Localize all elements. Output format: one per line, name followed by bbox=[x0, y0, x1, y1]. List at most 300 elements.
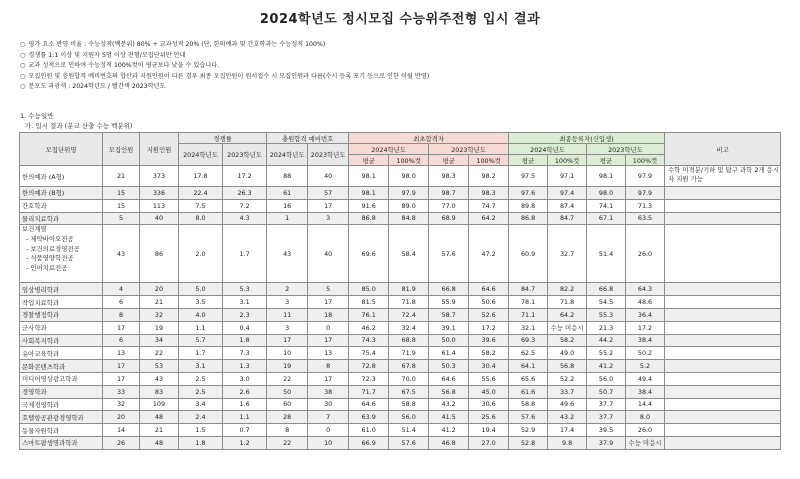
value-cell: 37.9 bbox=[587, 436, 626, 449]
value-cell: 43.2 bbox=[548, 411, 587, 424]
value-cell: 21 bbox=[139, 424, 178, 437]
value-cell: 64.6 bbox=[349, 398, 389, 411]
value-cell: 49.4 bbox=[626, 372, 665, 385]
value-cell: 63.5 bbox=[626, 212, 665, 225]
value-cell: 39.6 bbox=[469, 334, 509, 347]
remark-cell bbox=[664, 436, 780, 449]
value-cell: 32.7 bbox=[548, 225, 587, 283]
value-cell: 61 bbox=[267, 187, 308, 200]
table-row bbox=[20, 187, 781, 200]
table-row bbox=[20, 321, 781, 334]
col-header-waitlist: 충원합격 예비번호 bbox=[267, 133, 349, 144]
remark-cell bbox=[664, 308, 780, 321]
value-cell: 2.5 bbox=[178, 385, 222, 398]
value-cell: 17 bbox=[308, 334, 349, 347]
value-cell: 17.4 bbox=[548, 424, 587, 437]
value-cell: 67.5 bbox=[389, 385, 429, 398]
value-cell: 55.2 bbox=[587, 347, 626, 360]
value-cell: 7.2 bbox=[223, 199, 267, 212]
col-header-avg: 평균 bbox=[587, 155, 626, 166]
value-cell: 40 bbox=[308, 225, 349, 283]
value-cell: 56.8 bbox=[429, 385, 469, 398]
value-cell: 2 bbox=[267, 283, 308, 296]
unit-name-cell: 동물자원학과 bbox=[20, 424, 103, 437]
value-cell: 11 bbox=[267, 308, 308, 321]
value-cell: 6 bbox=[103, 296, 140, 309]
remark-cell bbox=[664, 187, 780, 200]
value-cell: 30.6 bbox=[469, 398, 509, 411]
value-cell: 97.9 bbox=[626, 166, 665, 187]
value-cell: 55.9 bbox=[429, 296, 469, 309]
value-cell: 3 bbox=[267, 321, 308, 334]
value-cell: 8.0 bbox=[178, 212, 222, 225]
remark-cell bbox=[664, 199, 780, 212]
col-header-cut: 100%컷 bbox=[469, 155, 509, 166]
value-cell: 19.4 bbox=[469, 424, 509, 437]
value-cell: 17 bbox=[267, 334, 308, 347]
value-cell: 0.4 bbox=[223, 321, 267, 334]
value-cell: 13 bbox=[308, 347, 349, 360]
value-cell: 7 bbox=[308, 411, 349, 424]
table-row bbox=[20, 411, 781, 424]
value-cell: 18 bbox=[308, 308, 349, 321]
sub-major: - 제약바이오전공 bbox=[26, 234, 74, 243]
value-cell: 87.4 bbox=[548, 199, 587, 212]
value-cell: 1.8 bbox=[223, 334, 267, 347]
value-cell: 3.4 bbox=[178, 398, 222, 411]
value-cell: 30 bbox=[308, 398, 349, 411]
col-header-avg: 평균 bbox=[349, 155, 389, 166]
value-cell: 60.9 bbox=[509, 225, 548, 283]
value-cell: 50 bbox=[267, 385, 308, 398]
value-cell: 68.9 bbox=[429, 212, 469, 225]
sub-major: - 언어치료전공 bbox=[26, 263, 68, 272]
remark-cell bbox=[664, 296, 780, 309]
subsection-heading: 가. 입시 결과 (분교 산출 수능 백분위) bbox=[25, 122, 133, 130]
value-cell: 47.2 bbox=[469, 225, 509, 283]
value-cell: 89.8 bbox=[509, 199, 548, 212]
value-cell: 38.4 bbox=[626, 385, 665, 398]
value-cell: 14.4 bbox=[626, 398, 665, 411]
value-cell: 98.2 bbox=[469, 166, 509, 187]
col-header-year: 2023학년도 bbox=[429, 144, 509, 155]
value-cell: 54.5 bbox=[587, 296, 626, 309]
value-cell: 52.8 bbox=[509, 436, 548, 449]
value-cell: 4.0 bbox=[178, 308, 222, 321]
col-header-cut: 100%컷 bbox=[548, 155, 587, 166]
value-cell: 56.0 bbox=[587, 372, 626, 385]
value-cell: 3.5 bbox=[178, 296, 222, 309]
value-cell: 373 bbox=[139, 166, 178, 187]
value-cell: 56.0 bbox=[389, 411, 429, 424]
value-cell: 97.9 bbox=[389, 187, 429, 200]
value-cell: 22 bbox=[267, 372, 308, 385]
value-cell: 61.6 bbox=[509, 385, 548, 398]
unit-name-cell: 스마트팜생명과학과 bbox=[20, 436, 103, 449]
value-cell: 2.5 bbox=[178, 372, 222, 385]
col-header-unit: 모집단위명 bbox=[20, 133, 103, 166]
value-cell: 71.9 bbox=[389, 347, 429, 360]
value-cell: 17.2 bbox=[223, 166, 267, 187]
unit-name-cell: 임상병리학과 bbox=[20, 283, 103, 296]
value-cell: 17 bbox=[308, 199, 349, 212]
value-cell: 5.0 bbox=[178, 283, 222, 296]
value-cell: 55.3 bbox=[587, 308, 626, 321]
value-cell: 65.6 bbox=[509, 372, 548, 385]
value-cell: 1.1 bbox=[223, 411, 267, 424]
value-cell: 43 bbox=[103, 225, 140, 283]
value-cell: 50.7 bbox=[587, 385, 626, 398]
value-cell: 52.9 bbox=[509, 424, 548, 437]
value-cell: 5.2 bbox=[626, 360, 665, 373]
table-row bbox=[20, 347, 781, 360]
value-cell: 66.9 bbox=[349, 436, 389, 449]
value-cell: 15 bbox=[103, 199, 140, 212]
value-cell: 48.6 bbox=[626, 296, 665, 309]
value-cell: 336 bbox=[139, 187, 178, 200]
col-header-year: 2024학년도 bbox=[178, 144, 222, 166]
value-cell: 72.3 bbox=[349, 372, 389, 385]
table-row bbox=[20, 372, 781, 385]
value-cell: 10 bbox=[308, 436, 349, 449]
value-cell: 57 bbox=[308, 187, 349, 200]
table-row bbox=[20, 360, 781, 373]
value-cell: 40 bbox=[139, 212, 178, 225]
value-cell: 3 bbox=[308, 212, 349, 225]
value-cell: 50.0 bbox=[429, 334, 469, 347]
value-cell: 2.3 bbox=[223, 308, 267, 321]
value-cell: 20 bbox=[103, 411, 140, 424]
value-cell: 0.7 bbox=[223, 424, 267, 437]
remark-cell bbox=[664, 321, 780, 334]
value-cell: 5 bbox=[308, 283, 349, 296]
table-row bbox=[20, 166, 781, 187]
value-cell: 17 bbox=[308, 372, 349, 385]
unit-name-cell: 미디어영상광고학과 bbox=[20, 372, 103, 385]
unit-name-cell: 한의예과 (B형) bbox=[20, 187, 103, 200]
note-item: ○ 모집인원 및 충원합격 예비번호의 합산과 지원인원이 다른 경우 최종 모집인원이 원서접수 시 모집인원과 다름(수시 등록 포기 등으로 인한 이월 반영) bbox=[20, 72, 780, 83]
value-cell: 71.3 bbox=[626, 199, 665, 212]
value-cell: 49.6 bbox=[548, 398, 587, 411]
bullet-icon: ○ bbox=[20, 83, 26, 91]
bullet-icon: ○ bbox=[20, 51, 26, 59]
value-cell: 6 bbox=[103, 334, 140, 347]
value-cell: 27.0 bbox=[469, 436, 509, 449]
value-cell: 8 bbox=[308, 360, 349, 373]
value-cell: 64.3 bbox=[626, 283, 665, 296]
value-cell: 1.7 bbox=[223, 225, 267, 283]
value-cell: 85.0 bbox=[349, 283, 389, 296]
value-cell: 40 bbox=[308, 166, 349, 187]
value-cell: 49.0 bbox=[548, 347, 587, 360]
remark-cell bbox=[664, 347, 780, 360]
value-cell: 89.0 bbox=[389, 199, 429, 212]
value-cell: 22.4 bbox=[178, 187, 222, 200]
unit-name-cell: 국제경영학과 bbox=[20, 398, 103, 411]
value-cell: 98.3 bbox=[429, 166, 469, 187]
table-row bbox=[20, 424, 781, 437]
value-cell: 4 bbox=[103, 283, 140, 296]
value-cell: 58.4 bbox=[389, 225, 429, 283]
value-cell: 21 bbox=[103, 166, 140, 187]
value-cell: 39.5 bbox=[587, 424, 626, 437]
value-cell: 45.0 bbox=[469, 385, 509, 398]
value-cell: 0 bbox=[308, 424, 349, 437]
value-cell: 17 bbox=[308, 296, 349, 309]
value-cell: 수능 미응시 bbox=[626, 436, 665, 449]
value-cell: 78.1 bbox=[509, 296, 548, 309]
value-cell: 72.4 bbox=[389, 308, 429, 321]
col-header-cut: 100%컷 bbox=[389, 155, 429, 166]
value-cell: 97.4 bbox=[548, 187, 587, 200]
value-cell: 19 bbox=[267, 360, 308, 373]
value-cell: 0 bbox=[308, 321, 349, 334]
value-cell: 66.8 bbox=[587, 283, 626, 296]
value-cell: 36.4 bbox=[626, 308, 665, 321]
value-cell: 17.2 bbox=[626, 321, 665, 334]
value-cell: 17.2 bbox=[469, 321, 509, 334]
value-cell: 46.8 bbox=[429, 436, 469, 449]
col-header-capacity: 모집인원 bbox=[103, 133, 140, 166]
col-header-avg: 평균 bbox=[429, 155, 469, 166]
value-cell: 25.6 bbox=[469, 411, 509, 424]
value-cell: 64.6 bbox=[469, 283, 509, 296]
table-row bbox=[20, 308, 781, 321]
remark-cell bbox=[664, 398, 780, 411]
value-cell: 32.1 bbox=[509, 321, 548, 334]
remark-cell: 수학 미적분/기하 및 탐구 과학 2개 응시자 지원 가능 bbox=[664, 166, 780, 187]
value-cell: 61.4 bbox=[429, 347, 469, 360]
value-cell: 3.1 bbox=[178, 360, 222, 373]
bullet-icon: ○ bbox=[20, 62, 26, 70]
value-cell: 17 bbox=[103, 372, 140, 385]
note-item: ○ 경쟁률 1:1 이상 및 지원자 5명 이상 전형/모집단위만 안내 bbox=[20, 51, 780, 62]
value-cell: 63.9 bbox=[349, 411, 389, 424]
table-row bbox=[20, 385, 781, 398]
unit-name-cell: 군사학과 bbox=[20, 321, 103, 334]
value-cell: 81.5 bbox=[349, 296, 389, 309]
value-cell: 86.8 bbox=[509, 212, 548, 225]
value-cell: 98.3 bbox=[469, 187, 509, 200]
value-cell: 34 bbox=[139, 334, 178, 347]
unit-name-cell: 한의예과 (A형) bbox=[20, 166, 103, 187]
value-cell: 97.1 bbox=[548, 166, 587, 187]
unit-name-cell bbox=[20, 225, 103, 283]
value-cell: 26 bbox=[103, 436, 140, 449]
value-cell: 64.2 bbox=[469, 212, 509, 225]
value-cell: 74.1 bbox=[587, 199, 626, 212]
value-cell: 1.7 bbox=[178, 347, 222, 360]
value-cell: 8 bbox=[103, 308, 140, 321]
value-cell: 2.4 bbox=[178, 411, 222, 424]
table-row bbox=[20, 199, 781, 212]
value-cell: 13 bbox=[103, 347, 140, 360]
col-header-cut: 100%컷 bbox=[626, 155, 665, 166]
value-cell: 53 bbox=[139, 360, 178, 373]
value-cell: 32 bbox=[139, 308, 178, 321]
sub-major: - 식품영양학전공 bbox=[26, 254, 74, 263]
table-row bbox=[20, 334, 781, 347]
value-cell: 41.5 bbox=[429, 411, 469, 424]
value-cell: 33 bbox=[103, 385, 140, 398]
remark-cell bbox=[664, 424, 780, 437]
value-cell: 97.5 bbox=[509, 166, 548, 187]
value-cell: 109 bbox=[139, 398, 178, 411]
remark-cell bbox=[664, 385, 780, 398]
value-cell: 97.9 bbox=[626, 187, 665, 200]
value-cell: 46.2 bbox=[349, 321, 389, 334]
table-row bbox=[20, 436, 781, 449]
value-cell: 43.2 bbox=[429, 398, 469, 411]
value-cell: 71.8 bbox=[389, 296, 429, 309]
value-cell: 57.6 bbox=[429, 225, 469, 283]
value-cell: 74.7 bbox=[469, 199, 509, 212]
value-cell: 38.4 bbox=[626, 334, 665, 347]
value-cell: 98.7 bbox=[429, 187, 469, 200]
col-header-year: 2024학년도 bbox=[509, 144, 587, 155]
value-cell: 21.3 bbox=[587, 321, 626, 334]
value-cell: 37.7 bbox=[587, 398, 626, 411]
unit-name-cell: 유아교육학과 bbox=[20, 347, 103, 360]
value-cell: 3.0 bbox=[223, 372, 267, 385]
value-cell: 5.7 bbox=[178, 334, 222, 347]
unit-name-cell: 작업치료학과 bbox=[20, 296, 103, 309]
value-cell: 1.3 bbox=[223, 360, 267, 373]
value-cell: 60 bbox=[267, 398, 308, 411]
note-item: ○ 평가 요소 반영 비율 : 수능성적(백분위) 80% + 교과성적 20% (단, 한의예과 및 간호학과는 수능성적 100%) bbox=[20, 40, 780, 51]
remark-cell bbox=[664, 334, 780, 347]
value-cell: 58.7 bbox=[429, 308, 469, 321]
value-cell: 57.6 bbox=[509, 411, 548, 424]
value-cell: 17 bbox=[103, 360, 140, 373]
value-cell: 98.0 bbox=[389, 166, 429, 187]
value-cell: 61.0 bbox=[349, 424, 389, 437]
value-cell: 91.6 bbox=[349, 199, 389, 212]
value-cell: 50.3 bbox=[429, 360, 469, 373]
value-cell: 50.2 bbox=[626, 347, 665, 360]
table-row bbox=[20, 296, 781, 309]
value-cell: 64.1 bbox=[509, 360, 548, 373]
bullet-icon: ○ bbox=[20, 72, 26, 80]
col-header-min-pass: 최초합격자 bbox=[349, 133, 509, 144]
col-header-remarks: 비고 bbox=[664, 133, 780, 166]
value-cell: 72.8 bbox=[349, 360, 389, 373]
value-cell: 7.5 bbox=[178, 199, 222, 212]
unit-name-cell: 간호학과 bbox=[20, 199, 103, 212]
value-cell: 3 bbox=[267, 296, 308, 309]
col-header-year: 2023학년도 bbox=[223, 144, 267, 166]
table-row bbox=[20, 225, 781, 283]
value-cell: 83 bbox=[139, 385, 178, 398]
value-cell: 67.1 bbox=[587, 212, 626, 225]
value-cell: 5 bbox=[103, 212, 140, 225]
value-cell: 84.8 bbox=[389, 212, 429, 225]
value-cell: 1.1 bbox=[178, 321, 222, 334]
value-cell: 71.8 bbox=[548, 296, 587, 309]
value-cell: 수능 미응시 bbox=[548, 321, 587, 334]
remark-cell bbox=[664, 212, 780, 225]
col-header-year: 2024학년도 bbox=[267, 144, 308, 166]
col-header-year: 2023학년도 bbox=[587, 144, 665, 155]
value-cell: 32 bbox=[103, 398, 140, 411]
col-header-applicants: 지원인원 bbox=[139, 133, 178, 166]
col-header-final-reg: 최종등록자(신입생) bbox=[509, 133, 665, 144]
remark-cell bbox=[664, 225, 780, 283]
value-cell: 58.8 bbox=[509, 398, 548, 411]
value-cell: 39.1 bbox=[429, 321, 469, 334]
value-cell: 52.2 bbox=[548, 372, 587, 385]
value-cell: 98.1 bbox=[349, 187, 389, 200]
value-cell: 38 bbox=[308, 385, 349, 398]
value-cell: 9.8 bbox=[548, 436, 587, 449]
value-cell: 41.2 bbox=[429, 424, 469, 437]
value-cell: 84.7 bbox=[548, 212, 587, 225]
value-cell: 1.2 bbox=[223, 436, 267, 449]
value-cell: 98.1 bbox=[587, 166, 626, 187]
value-cell: 1.8 bbox=[178, 436, 222, 449]
value-cell: 8.0 bbox=[626, 411, 665, 424]
value-cell: 98.0 bbox=[587, 187, 626, 200]
value-cell: 56.8 bbox=[548, 360, 587, 373]
value-cell: 48 bbox=[139, 436, 178, 449]
value-cell: 21 bbox=[139, 296, 178, 309]
value-cell: 71.1 bbox=[509, 308, 548, 321]
value-cell: 58.8 bbox=[389, 398, 429, 411]
value-cell: 14 bbox=[103, 424, 140, 437]
value-cell: 50.6 bbox=[469, 296, 509, 309]
value-cell: 37.7 bbox=[587, 411, 626, 424]
value-cell: 32.4 bbox=[389, 321, 429, 334]
value-cell: 98.1 bbox=[349, 166, 389, 187]
table-body bbox=[20, 166, 781, 450]
value-cell: 76.1 bbox=[349, 308, 389, 321]
value-cell: 58.2 bbox=[548, 334, 587, 347]
value-cell: 26.0 bbox=[626, 424, 665, 437]
page-title: 2024학년도 정시모집 수능위주전형 입시 결과 bbox=[259, 12, 541, 27]
notes-list bbox=[20, 40, 780, 93]
value-cell: 69.6 bbox=[349, 225, 389, 283]
value-cell: 1.6 bbox=[223, 398, 267, 411]
value-cell: 2.6 bbox=[223, 385, 267, 398]
value-cell: 41.2 bbox=[587, 360, 626, 373]
value-cell: 3.1 bbox=[223, 296, 267, 309]
value-cell: 70.0 bbox=[389, 372, 429, 385]
unit-name: 보건계열 bbox=[22, 225, 47, 234]
sub-major: - 보건의료경영전공 bbox=[26, 244, 80, 253]
value-cell: 86.8 bbox=[349, 212, 389, 225]
value-cell: 75.4 bbox=[349, 347, 389, 360]
value-cell: 26.0 bbox=[626, 225, 665, 283]
table-row bbox=[20, 212, 781, 225]
results-table bbox=[19, 132, 781, 450]
value-cell: 20 bbox=[139, 283, 178, 296]
value-cell: 26.3 bbox=[223, 187, 267, 200]
remark-cell bbox=[664, 283, 780, 296]
value-cell: 71.7 bbox=[349, 385, 389, 398]
value-cell: 43 bbox=[267, 225, 308, 283]
value-cell: 10 bbox=[267, 347, 308, 360]
unit-name-cell: 경찰행정학과 bbox=[20, 308, 103, 321]
value-cell: 68.8 bbox=[389, 334, 429, 347]
unit-name-cell: 물리치료학과 bbox=[20, 212, 103, 225]
value-cell: 17 bbox=[103, 321, 140, 334]
value-cell: 30.4 bbox=[469, 360, 509, 373]
table-row bbox=[20, 398, 781, 411]
value-cell: 69.3 bbox=[509, 334, 548, 347]
value-cell: 2.0 bbox=[178, 225, 222, 283]
col-header-year: 2023학년도 bbox=[308, 144, 349, 166]
unit-name-cell: 사회복지학과 bbox=[20, 334, 103, 347]
